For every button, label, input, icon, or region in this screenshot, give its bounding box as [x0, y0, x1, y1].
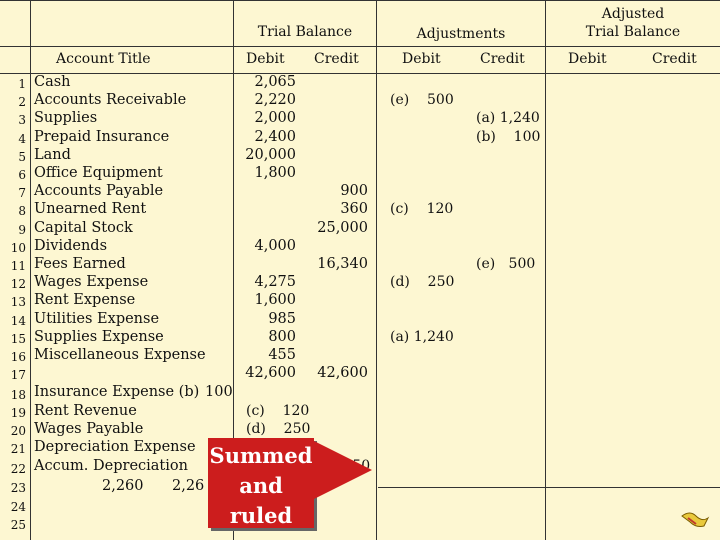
row-number: 5 [18, 149, 26, 164]
accum-depreciation-label: Accum. Depreciation [34, 458, 188, 474]
adjustments-debit-total: 2,260 [102, 478, 144, 494]
tb-debit-cell: 1,600 [254, 292, 296, 309]
account-title: Prepaid Insurance [34, 128, 170, 145]
callout-arrow [312, 440, 372, 500]
insurance-expense-amount: 100 [205, 384, 233, 400]
account-title: Utilities Expense [34, 310, 160, 327]
tb-debit-cell: 2,000 [254, 110, 296, 127]
account-title-header: Account Title [56, 51, 151, 67]
row-number: 22 [10, 462, 26, 476]
account-title: Cash [34, 74, 71, 90]
tb-debit-cell: 2,400 [254, 128, 296, 145]
account-title: Supplies [34, 110, 98, 127]
row-number: 14 [10, 313, 26, 328]
row-number: 12 [10, 277, 26, 292]
adjustments-header: Adjustments [416, 26, 506, 42]
row-number: 25 [10, 518, 26, 532]
tb-debit-cell: 2,220 [254, 92, 296, 109]
wages-payable-label: Wages Payable [34, 421, 144, 437]
adj-credit-cell: (a) 1,240 [476, 110, 540, 127]
row-number: 21 [10, 442, 26, 456]
rent-revenue-amount: (c) 120 [246, 403, 310, 419]
tb-credit-cell: 900 [340, 183, 368, 200]
row-number: 20 [10, 424, 26, 438]
adj-debit-cell: (d) 250 [390, 274, 455, 291]
adj-debit-header: Debit [402, 51, 441, 67]
row-number: 11 [10, 259, 26, 273]
row-number: 3 [18, 113, 26, 128]
tb-debit-cell: 1,800 [254, 165, 296, 181]
tb-debit-cell: 800 [268, 328, 296, 345]
accum-depreciation-amount: (f) 50 [314, 458, 371, 474]
tb-debit-cell: 2,065 [254, 74, 296, 90]
row-number: 16 [10, 350, 26, 364]
row-number: 7 [18, 186, 26, 201]
account-title: Accounts Receivable [34, 92, 187, 109]
adjusted-trial-balance-header-line2: Trial Balance [585, 24, 681, 40]
row-number: 13 [10, 295, 26, 310]
tb-debit-cell: 4,275 [254, 274, 296, 291]
grid-line [0, 46, 720, 47]
tb-debit-cell: 20,000 [245, 146, 296, 163]
row-number: 15 [10, 331, 26, 346]
row-number: 9 [18, 222, 26, 237]
atb-debit-header: Debit [568, 51, 607, 67]
grid-line [545, 0, 546, 540]
account-title: Fees Earned [34, 256, 126, 272]
adj-debit-cell: (a) 1,240 [390, 328, 454, 345]
tb-debit-cell: 42,600 [245, 365, 296, 382]
account-title: Accounts Payable [34, 183, 164, 200]
adj-debit-cell: (e) 500 [390, 92, 454, 109]
adj-debit-cell: (c) 120 [390, 201, 454, 218]
callout-line3: ruled [229, 503, 293, 528]
tb-credit-header: Credit [314, 51, 359, 67]
account-title: Wages Expense [34, 274, 149, 291]
row-number: 2 [18, 95, 26, 110]
grid-line [376, 0, 377, 540]
row-number: 10 [10, 240, 26, 255]
tb-credit-cell: 16,340 [317, 256, 368, 272]
account-title: Miscellaneous Expense [34, 347, 206, 363]
tb-debit-cell: 985 [268, 310, 296, 327]
trial-balance-header: Trial Balance [257, 24, 353, 40]
account-title: Unearned Rent [34, 201, 147, 218]
adj-credit-cell: (b) 100 [476, 128, 541, 145]
bird-nav-icon[interactable] [680, 508, 710, 530]
row-number: 19 [10, 406, 26, 420]
account-title: Land [34, 146, 71, 163]
depreciation-expense-label: Depreciation Expense [34, 439, 196, 455]
tb-debit-cell: 4,000 [254, 237, 296, 254]
row-number: 6 [18, 168, 26, 182]
tb-credit-cell: 25,000 [317, 219, 368, 236]
row-number: 4 [18, 131, 26, 146]
account-title: Capital Stock [34, 219, 133, 236]
account-title: Dividends [34, 237, 108, 254]
tb-debit-header: Debit [246, 51, 285, 67]
row-number: 23 [10, 481, 26, 495]
wages-payable-amount: (d) 250 [246, 421, 311, 437]
grid-line [0, 73, 720, 74]
adj-credit-header: Credit [480, 51, 525, 67]
account-title: Rent Expense [34, 292, 136, 309]
callout-line2: and [239, 473, 283, 498]
atb-credit-header: Credit [652, 51, 697, 67]
account-title: Office Equipment [34, 165, 163, 181]
tb-credit-cell: 42,600 [317, 365, 368, 382]
grid-line [0, 0, 720, 1]
row-number: 1 [18, 77, 26, 91]
grid-line [30, 0, 31, 540]
tb-credit-cell: 360 [340, 201, 368, 218]
row-number: 17 [10, 368, 26, 383]
row-number: 18 [10, 388, 26, 402]
account-title: Supplies Expense [34, 328, 164, 345]
rent-revenue-label: Rent Revenue [34, 403, 137, 419]
adjusted-trial-balance-header-line1: Adjusted [601, 6, 665, 22]
grid-line [378, 487, 720, 488]
callout-line1: Summed [209, 443, 313, 468]
adjustments-credit-total: 2,26 [172, 478, 205, 494]
adj-credit-cell: (e) 500 [476, 256, 536, 272]
row-number: 8 [18, 204, 26, 219]
insurance-expense-label: Insurance Expense (b) [34, 384, 200, 400]
tb-debit-cell: 455 [268, 347, 296, 363]
row-number: 24 [10, 500, 26, 514]
